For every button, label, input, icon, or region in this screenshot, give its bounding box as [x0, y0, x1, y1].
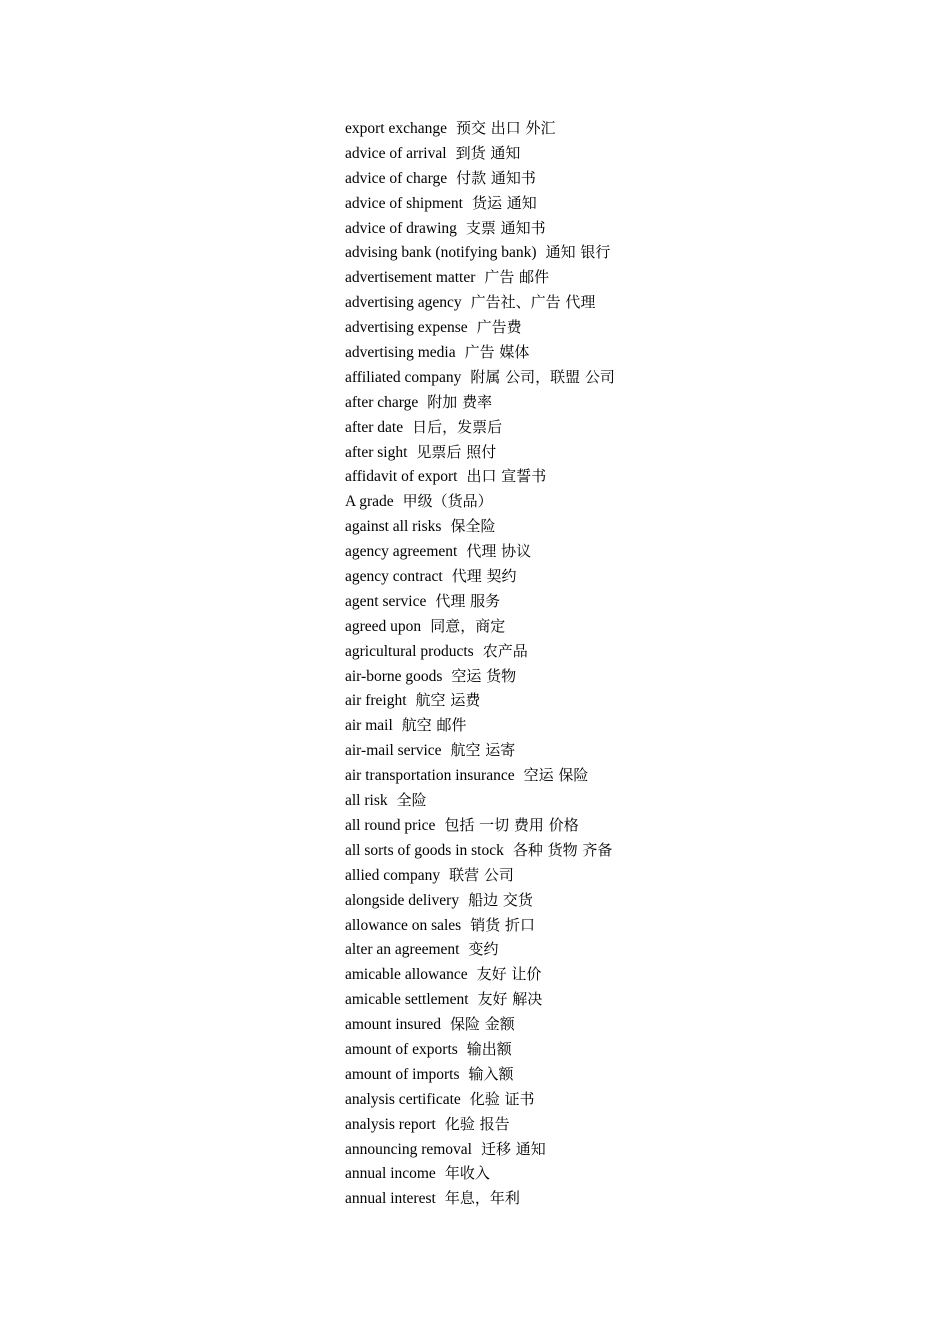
chinese-translation: 广告 邮件: [484, 268, 550, 287]
english-term: all round price: [345, 816, 436, 834]
glossary-entry: [345, 216, 615, 241]
english-term: amount of imports: [345, 1065, 460, 1083]
glossary-entry: [345, 240, 615, 265]
english-term: alter an agreement: [345, 941, 460, 959]
glossary-entry: [345, 265, 615, 290]
english-term: announcing removal: [345, 1140, 472, 1158]
english-term: advice of arrival: [345, 144, 447, 162]
english-term: annual interest: [345, 1190, 436, 1208]
glossary-entry: [345, 987, 615, 1012]
glossary-entry: [345, 838, 615, 863]
english-term: air-borne goods: [345, 667, 443, 685]
chinese-translation: 附属 公司，联盟 公司: [470, 367, 615, 386]
chinese-translation: 到货 通知: [455, 143, 521, 162]
glossary-entry: [345, 166, 615, 191]
glossary-entry: [345, 713, 615, 738]
english-term: advertising agency: [345, 294, 462, 312]
chinese-translation: 空运 保险: [523, 766, 589, 785]
glossary-entry: [345, 937, 615, 962]
chinese-translation: 同意，商定: [430, 616, 506, 635]
chinese-translation: 航空 运寄: [450, 741, 516, 760]
english-term: affidavit of export: [345, 468, 458, 486]
english-term: agent service: [345, 592, 427, 610]
chinese-translation: 代理 契约: [451, 567, 517, 586]
chinese-translation: 出口 宣誓书: [466, 467, 547, 486]
chinese-translation: 广告社、广告 代理: [470, 293, 596, 312]
glossary-entry: [345, 688, 615, 713]
english-term: advertising expense: [345, 319, 468, 337]
glossary-entry: [345, 1062, 615, 1087]
english-term: all risk: [345, 792, 388, 810]
chinese-translation: 友好 解决: [477, 990, 543, 1009]
glossary-entry: [345, 415, 615, 440]
english-term: all sorts of goods in stock: [345, 841, 504, 859]
english-term: export exchange: [345, 120, 447, 137]
english-term: against all risks: [345, 518, 442, 536]
english-term: affiliated company: [345, 368, 462, 386]
english-term: air transportation insurance: [345, 767, 515, 785]
glossary-entry: [345, 664, 615, 689]
english-term: agency contract: [345, 568, 443, 586]
english-term: amicable settlement: [345, 991, 469, 1009]
english-term: annual income: [345, 1165, 436, 1183]
glossary-entry: [345, 464, 615, 489]
glossary-entry: [345, 365, 615, 390]
glossary-entry: [345, 1112, 615, 1137]
chinese-translation: 代理 服务: [435, 591, 501, 610]
glossary-entry: [345, 888, 615, 913]
glossary-entry: [345, 315, 615, 340]
chinese-translation: 甲级（货品）: [402, 492, 493, 511]
chinese-translation: 通知 银行: [545, 243, 611, 262]
glossary-entry: [345, 514, 615, 539]
chinese-translation: 支票 通知书: [465, 218, 546, 237]
english-term: advice of charge: [345, 169, 448, 187]
english-term: amount insured: [345, 1016, 441, 1034]
glossary-entry: [345, 614, 615, 639]
glossary-entry: [345, 564, 615, 589]
chinese-translation: 航空 运费: [415, 691, 481, 710]
chinese-translation: 联营 公司: [449, 865, 514, 884]
glossary-entry: [345, 639, 615, 664]
chinese-translation: 输入额: [468, 1064, 514, 1083]
chinese-translation: 全险: [396, 791, 427, 810]
chinese-translation: 广告费: [476, 318, 522, 337]
glossary-entry: [345, 440, 615, 465]
glossary-entry: [345, 141, 615, 166]
chinese-translation: 输出额: [466, 1039, 512, 1058]
glossary-entry: [345, 539, 615, 564]
chinese-translation: 销货 折口: [470, 915, 535, 934]
english-term: agreed upon: [345, 617, 422, 635]
chinese-translation: 保全险: [450, 517, 496, 536]
glossary-entry: [345, 1161, 615, 1186]
glossary-entry: [345, 1087, 615, 1112]
glossary-entry: [345, 1037, 615, 1062]
english-term: analysis certificate: [345, 1090, 461, 1108]
english-term: after charge: [345, 393, 419, 411]
glossary-entry: [345, 116, 615, 141]
english-term: analysis report: [345, 1115, 436, 1133]
chinese-translation: 预交 出口 外汇: [456, 119, 556, 137]
glossary-entry: [345, 788, 615, 813]
english-term: air freight: [345, 692, 407, 710]
chinese-translation: 日后，发票后: [412, 417, 503, 436]
chinese-translation: 空运 货物: [451, 666, 517, 685]
chinese-translation: 广告 媒体: [464, 343, 530, 362]
english-term: agricultural products: [345, 642, 474, 660]
chinese-translation: 变约: [468, 940, 499, 959]
english-term: alongside delivery: [345, 891, 460, 909]
english-term: advice of drawing: [345, 219, 457, 237]
english-term: advice of shipment: [345, 194, 463, 212]
chinese-translation: 见票后 照付: [416, 442, 497, 461]
chinese-translation: 化验 报告: [444, 1114, 510, 1133]
chinese-translation: 代理 协议: [466, 542, 532, 561]
glossary-entry: [345, 813, 615, 838]
chinese-translation: 年收入: [444, 1164, 490, 1183]
glossary-entry: [345, 290, 615, 315]
glossary-entry: [345, 962, 615, 987]
chinese-translation: 货运 通知: [471, 193, 537, 212]
chinese-translation: 年息，年利: [444, 1189, 520, 1208]
chinese-translation: 船边 交货: [468, 890, 533, 909]
english-term: amount of exports: [345, 1040, 458, 1058]
english-term: air mail: [345, 717, 393, 735]
chinese-translation: 迁移 通知: [480, 1139, 546, 1158]
glossary-entry: [345, 390, 615, 415]
chinese-translation: 保险 金额: [450, 1015, 515, 1034]
glossary-entry: [345, 1186, 615, 1211]
english-term: A grade: [345, 493, 394, 511]
glossary-entry: [345, 589, 615, 614]
glossary-entry: [345, 1137, 615, 1162]
glossary-entry: [345, 1012, 615, 1037]
english-term: agency agreement: [345, 543, 458, 561]
glossary-entry: [345, 763, 615, 788]
english-term: advertisement matter: [345, 269, 476, 287]
chinese-translation: 化验 证书: [469, 1089, 535, 1108]
chinese-translation: 航空 邮件: [401, 716, 467, 735]
english-term: after date: [345, 418, 404, 436]
english-term: allied company: [345, 866, 441, 884]
glossary-entry: [345, 863, 615, 888]
chinese-translation: 付款 通知书: [456, 168, 536, 187]
chinese-translation: 友好 让价: [476, 965, 542, 984]
english-term: amicable allowance: [345, 966, 468, 984]
glossary-entry: [345, 913, 615, 938]
chinese-translation: 农产品: [482, 641, 528, 660]
chinese-translation: 各种 货物 齐备: [512, 840, 613, 859]
english-term: advising bank (notifying bank): [345, 244, 537, 262]
english-term: air-mail service: [345, 742, 442, 760]
glossary-entry: [345, 738, 615, 763]
chinese-translation: 附加 费率: [427, 392, 493, 411]
glossary-list: [345, 116, 615, 1211]
glossary-entry: [345, 489, 615, 514]
chinese-translation: 包括 一切 费用 价格: [444, 815, 579, 834]
english-term: allowance on sales: [345, 916, 462, 934]
glossary-entry: [345, 191, 615, 216]
glossary-entry: [345, 340, 615, 365]
english-term: after sight: [345, 443, 408, 461]
english-term: advertising media: [345, 344, 456, 362]
